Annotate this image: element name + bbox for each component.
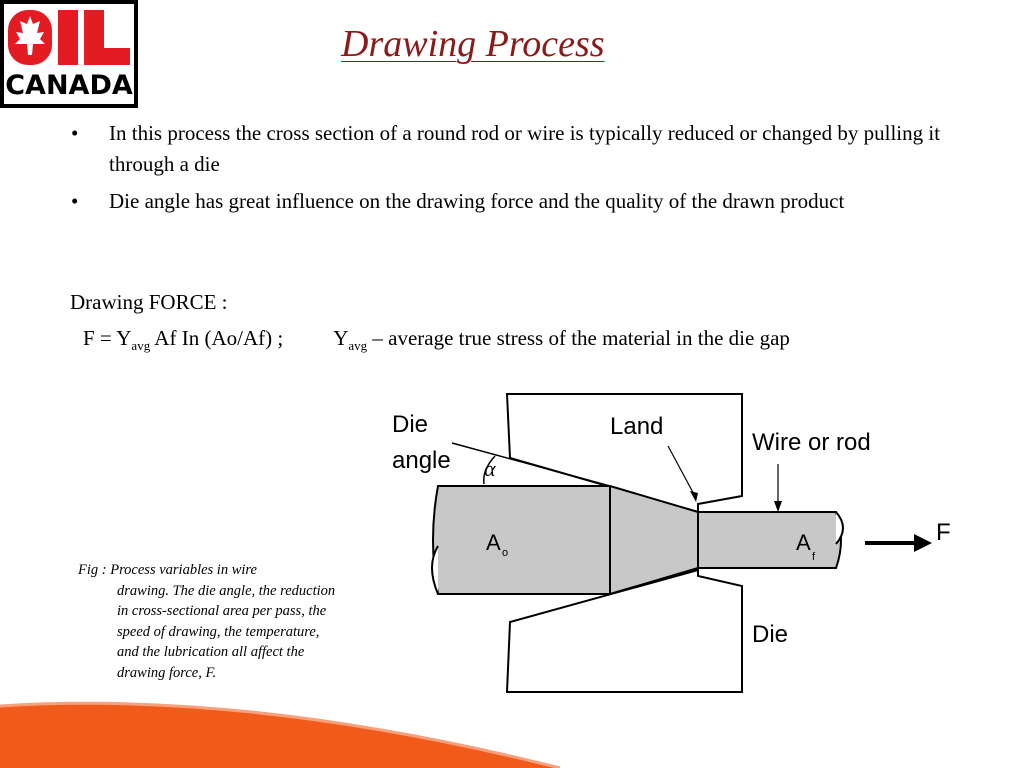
wire-drawing-diagram <box>380 388 960 698</box>
land-label: Land <box>610 413 664 440</box>
formula-f: F = Y <box>83 326 132 350</box>
drawing-force-formula <box>83 326 790 354</box>
bullet-item <box>70 186 950 217</box>
caption-line1: Fig : Process variables in wire <box>78 562 257 578</box>
die-label: Die <box>752 621 789 648</box>
bullet-marker: • <box>71 189 79 213</box>
die-angle-label-1: Die <box>392 411 429 438</box>
formula-y: Y <box>333 326 349 350</box>
logo-text-canada: CANADA <box>5 70 133 101</box>
force-f-label: F <box>936 519 951 546</box>
af-label: A <box>796 530 811 555</box>
af-sub: f <box>812 551 816 563</box>
bullet-list <box>70 118 950 223</box>
formula-sub-avg: avg <box>131 338 151 354</box>
formula-description: – average true stress of the material in the die gap <box>367 326 790 350</box>
footer-swoosh <box>0 690 1024 768</box>
wire-rod-label: Wire or rod <box>752 429 871 456</box>
figure-caption <box>78 560 340 683</box>
oil-canada-logo <box>0 0 138 108</box>
ao-sub: o <box>502 547 509 559</box>
caption-rest: drawing. The die angle, the reduction in cross-sectional area per pass, the speed of drawing, the temperature, and the lubrication all affect the drawing force, F. <box>117 582 336 681</box>
bullet-text: In this process the cross section of a round rod or wire is typically reduced or changed by pulling it through a die <box>109 121 941 176</box>
die-angle-label-2: angle <box>392 447 451 474</box>
bullet-item <box>70 118 950 180</box>
alpha-symbol: α <box>484 456 496 481</box>
ao-label: A <box>486 530 501 555</box>
drawing-force-label: Drawing FORCE : <box>70 290 228 314</box>
bullet-text: Die angle has great influence on the drawing force and the quality of the drawn product <box>109 189 845 213</box>
formula-sub-avg-2: avg <box>348 338 368 354</box>
bullet-marker: • <box>71 121 79 145</box>
formula-body: Af In (Ao/Af) ; <box>150 326 284 350</box>
slide-title: Drawing Process <box>341 23 605 65</box>
